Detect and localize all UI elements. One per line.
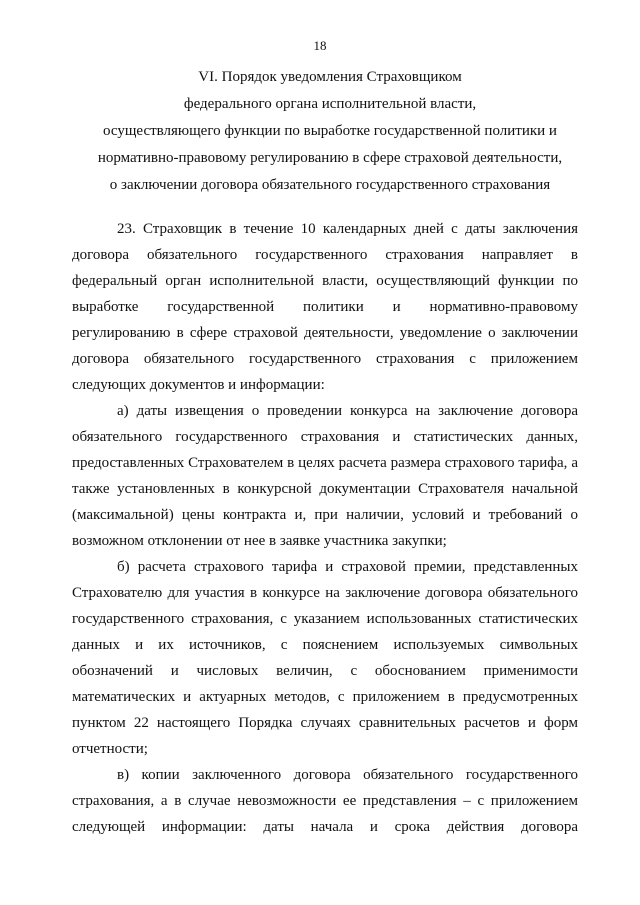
text-line: предоставленных Страхователем в целях расчета размера страхового тарифа, а [72,455,578,471]
text-line: договора обязательного государственного страхования направляет в [72,247,578,263]
text-line: Страхователю для участия в конкурсе на заключение договора обязательного [72,585,578,601]
text-line: данных и их источников, с пояснением используемых символьных [72,637,578,653]
text-line: также установленных в конкурсной документации Страхователя начальной [72,481,578,497]
paragraph-b [72,554,578,762]
section-title-line: федерального органа исполнительной власти, [183,96,477,112]
text-line: отчетности; [72,741,148,757]
paragraph-v [72,762,578,840]
text-line: государственного страхования, с указанием использованных статистических [72,611,578,627]
text-line: б) расчета страхового тарифа и страховой премии, представленных [117,559,578,575]
text-line: (максимальной) цены контракта и, при наличии, условий и требований о [72,507,578,523]
text-line: математических и актуарных методов, с приложением в предусмотренных [72,689,578,705]
text-line: в) копии заключенного договора обязательного государственного [117,767,578,783]
text-line: федеральный орган исполнительной власти, осуществляющий функции по [72,273,578,289]
paragraph-a [72,398,578,554]
text-line: договора обязательного государственного страхования с приложением [72,351,578,367]
text-line: регулированию в сфере страховой деятельности, уведомление о заключении [72,325,578,341]
text-line: обязательного государственного страхования и статистических данных, [72,429,578,445]
page-number: 18 [313,38,327,53]
text-line: 23. Страховщик в течение 10 календарных дней с даты заключения [117,221,578,237]
text-line: обозначений и числовых величин, с обоснованием применимости [72,663,578,679]
section-title-line: нормативно-правовому регулированию в сфере страховой деятельности, [97,150,563,166]
section-title-line: VI. Порядок уведомления Страховщиком [198,69,462,85]
section-title-line: о заключении договора обязательного государственного страхования [109,177,551,193]
body-text [72,216,578,840]
text-line: возможном отклонении от нее в заявке участника закупки; [72,533,447,549]
text-line: страхования, а в случае невозможности ее представления – с приложением [72,793,578,809]
text-line: выработке государственной политики и нормативно-правовому [72,299,578,315]
section-title-line: осуществляющего функции по выработке государственной политики и [103,123,557,139]
paragraph-23 [72,216,578,398]
text-line: следующей информации: даты начала и срока действия договора [72,819,578,835]
section-title [40,64,620,199]
text-line: а) даты извещения о проведении конкурса на заключение договора [117,403,578,419]
text-line: пунктом 22 настоящего Порядка случаях сравнительных расчетов и форм [72,715,578,731]
text-line: следующих документов и информации: [72,377,325,393]
